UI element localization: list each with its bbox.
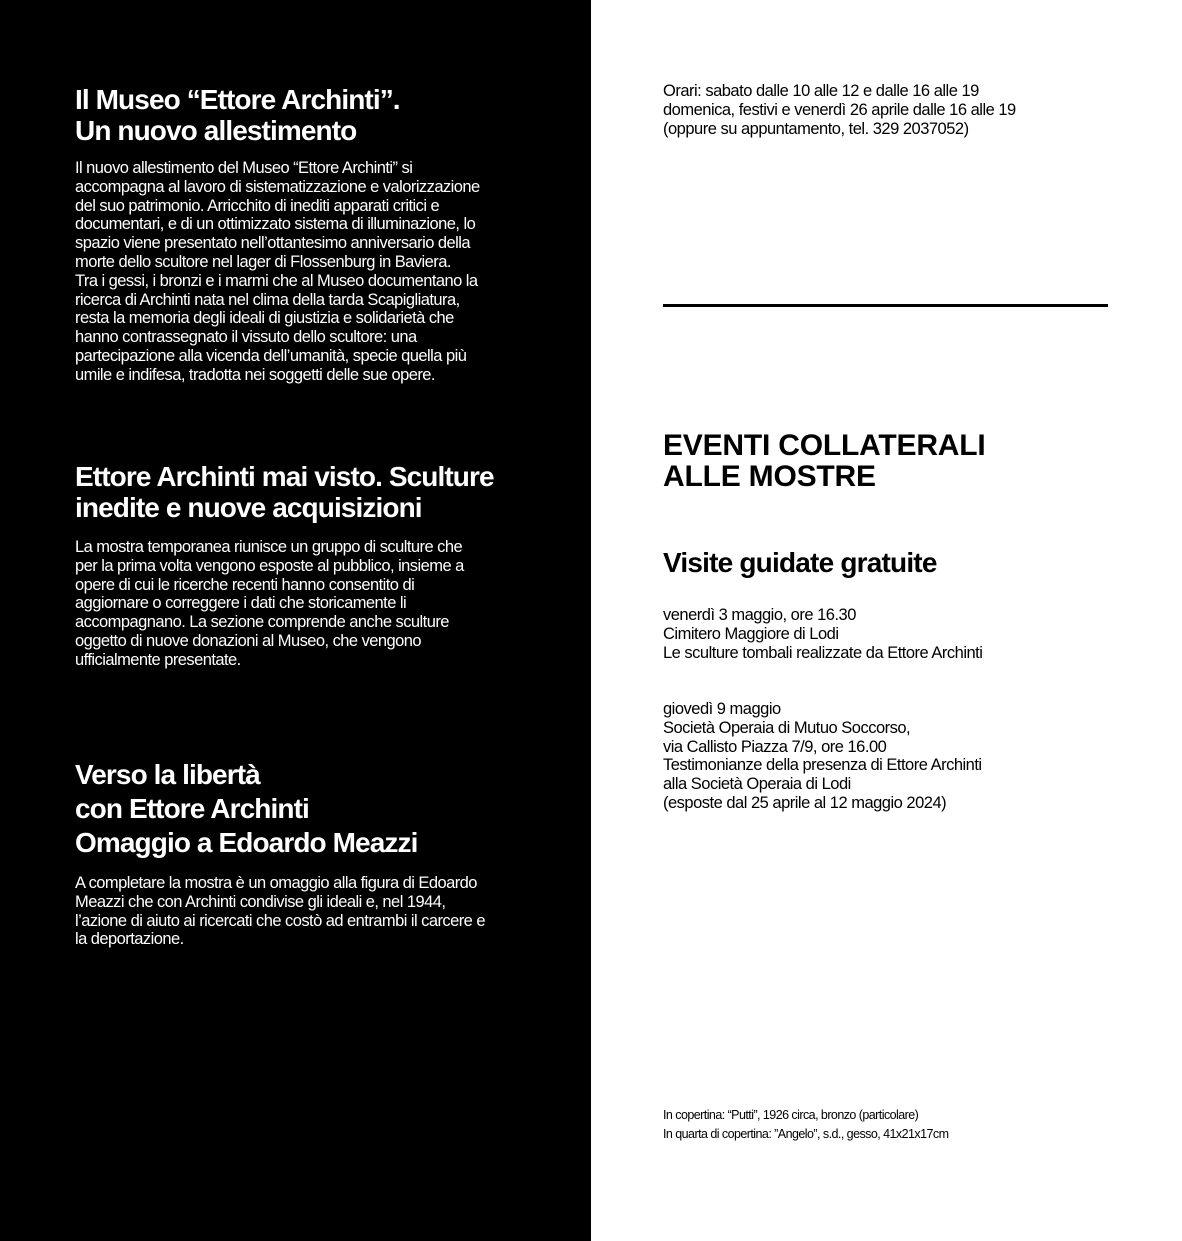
mai-visto-title: Ettore Archinti mai visto. Sculture inedite e nuove acquisizioni [75,461,494,523]
divider-line [663,304,1108,307]
visita-2-text: giovedì 9 maggio Società Operaia di Mutuo Soccorso, via Callisto Piazza 7/9, ore 16.00 Testimonianze della presenza di Ettore Archinti alla Società Operaia di Lodi (esposte dal 25 aprile al 12 maggio 2024) [663,700,982,812]
right-panel [591,0,1182,1241]
eventi-title: EVENTI COLLATERALI ALLE MOSTRE [663,429,986,493]
museo-text: Il nuovo allestimento del Museo “Ettore Archinti” si accompagna al lavoro di sistematizzazione e valorizzazione del suo patrimonio. Arricchito di inediti apparati critici e documentari, e di un ottimizzato sistema di illuminazione, lo spazio viene presentato nell’ottantesimo anniversario della morte dello scultore nel lager di Flossenburg in Baviera. Tra i gessi, i bronzi e i marmi che al Museo documentano la ricerca di Archinti nata nel clima della tarda Scapigliatura, resta la memoria degli ideali di giustizia e solidarietà che hanno contrassegnato il vissuto dello scultore: una partecipazione alla vicenda dell’umanità, specie quella più umile e indifesa, tradotta nei soggetti delle sue opere. [75,159,480,384]
liberta-title: Verso la libertà con Ettore Archinti Omaggio a Edoardo Meazzi [75,759,418,858]
museo-title: Il Museo “Ettore Archinti”. Un nuovo allestimento [75,84,400,146]
credits-text: In copertina: “Putti”, 1926 circa, bronzo (particolare) In quarta di copertina: ”Angelo”, s.d., gesso, 41x21x17cm [663,1108,949,1141]
orari-text: Orari: sabato dalle 10 alle 12 e dalle 16 alle 19 domenica, festivi e venerdì 26 aprile dalle 16 alle 19 (oppure su appuntamento, tel. 329 2037052) [663,82,1016,138]
visita-1-text: venerdì 3 maggio, ore 16.30 Cimitero Maggiore di Lodi Le sculture tombali realizzate da Ettore Archinti [663,606,983,662]
liberta-text: A completare la mostra è un omaggio alla figura di Edoardo Meazzi che con Archinti condivise gli ideali e, nel 1944, l’azione di aiuto ai ricercati che costò ad entrambi il carcere e la deportazione. [75,874,485,949]
visite-title: Visite guidate gratuite [663,547,937,578]
mai-visto-text: La mostra temporanea riunisce un gruppo di sculture che per la prima volta vengono esposte al pubblico, insieme a opere di cui le ricerche recenti hanno consentito di aggiornare o correggere i dati che storicamente li accompagnano. La sezione comprende anche sculture oggetto di nuove donazioni al Museo, che vengono ufficialmente presentate. [75,538,464,669]
